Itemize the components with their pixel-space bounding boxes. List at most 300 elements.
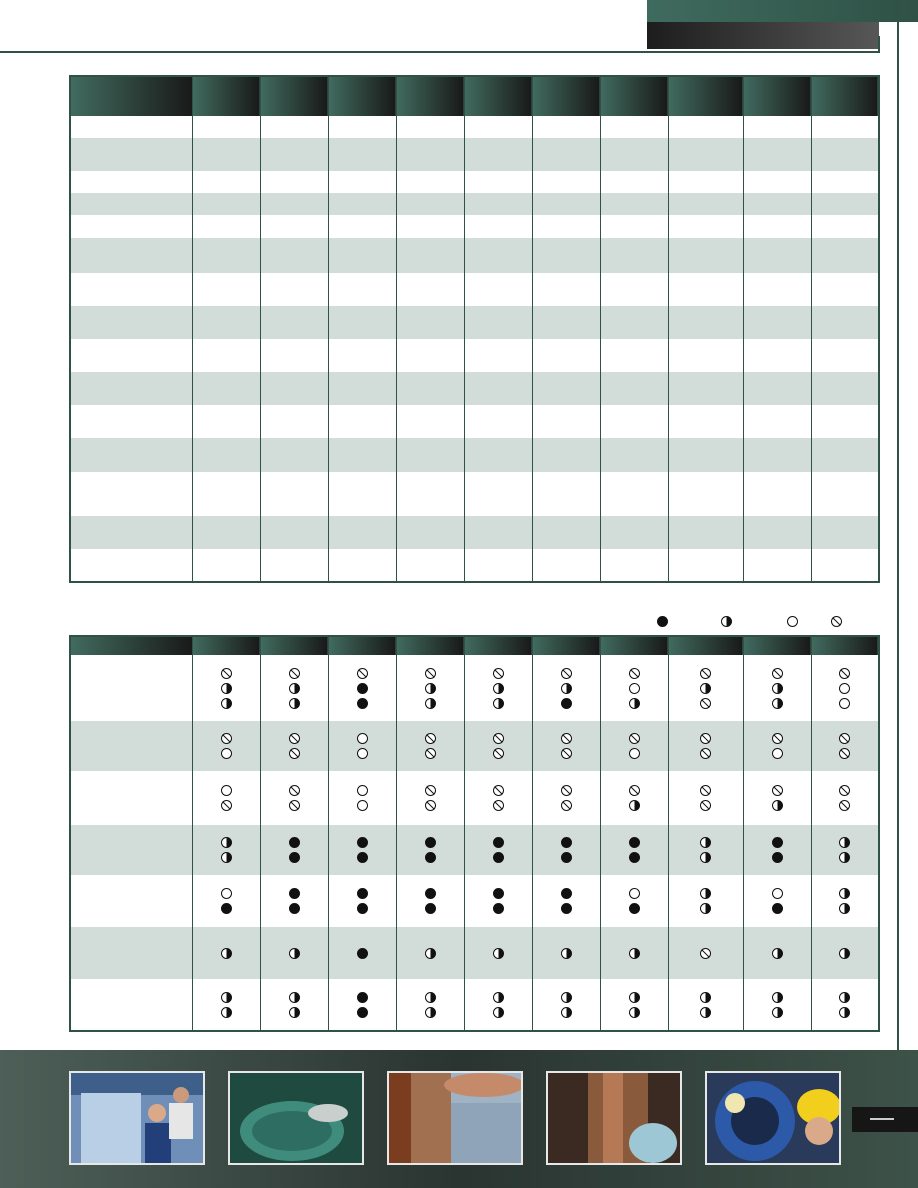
half-circle-icon bbox=[289, 1007, 300, 1018]
rating-cell bbox=[811, 825, 879, 875]
value-cell bbox=[532, 549, 600, 582]
rating-row bbox=[70, 825, 879, 875]
properties-row bbox=[70, 306, 879, 339]
rating-cell bbox=[260, 927, 328, 979]
row-label-cell bbox=[70, 238, 192, 273]
filled-circle-icon bbox=[357, 698, 368, 709]
rating-cell bbox=[600, 771, 668, 825]
half-circle-icon bbox=[700, 992, 711, 1003]
rating-cell bbox=[328, 655, 396, 721]
half-circle-icon bbox=[493, 683, 504, 694]
slashed-circle-icon bbox=[839, 733, 850, 744]
value-cell bbox=[811, 549, 879, 582]
slashed-circle-icon bbox=[700, 948, 711, 959]
photo-pipe-inspection bbox=[546, 1071, 682, 1165]
slashed-circle-icon bbox=[221, 668, 232, 679]
slashed-circle-icon bbox=[561, 800, 572, 811]
rating-cell bbox=[192, 721, 260, 771]
half-circle-icon bbox=[721, 613, 732, 631]
filled-circle-icon bbox=[425, 852, 436, 863]
properties-table bbox=[69, 75, 880, 583]
slashed-circle-icon bbox=[289, 800, 300, 811]
filled-circle-icon bbox=[357, 683, 368, 694]
value-cell bbox=[743, 273, 811, 306]
row-label-cell bbox=[70, 771, 192, 825]
rating-cell bbox=[743, 927, 811, 979]
half-circle-icon bbox=[425, 683, 436, 694]
rating-cell bbox=[743, 655, 811, 721]
value-cell bbox=[260, 405, 328, 438]
value-cell bbox=[260, 438, 328, 471]
value-cell bbox=[260, 193, 328, 215]
filled-circle-icon bbox=[561, 888, 572, 899]
half-circle-icon bbox=[772, 800, 783, 811]
open-circle-icon bbox=[357, 733, 368, 744]
slashed-circle-icon bbox=[289, 785, 300, 796]
value-cell bbox=[668, 438, 743, 471]
rating-cell bbox=[192, 927, 260, 979]
value-cell bbox=[192, 516, 260, 549]
slashed-circle-icon bbox=[831, 613, 842, 631]
filled-circle-icon bbox=[425, 837, 436, 848]
properties-row bbox=[70, 472, 879, 516]
slashed-circle-icon bbox=[425, 748, 436, 759]
slashed-circle-icon bbox=[629, 785, 640, 796]
value-cell bbox=[328, 273, 396, 306]
row-label-cell bbox=[70, 516, 192, 549]
half-circle-icon bbox=[839, 948, 850, 959]
half-circle-icon bbox=[221, 683, 232, 694]
rating-cell bbox=[743, 979, 811, 1031]
half-circle-icon bbox=[629, 992, 640, 1003]
value-cell bbox=[668, 405, 743, 438]
value-cell bbox=[192, 438, 260, 471]
value-cell bbox=[260, 472, 328, 516]
value-cell bbox=[532, 438, 600, 471]
value-cell bbox=[743, 472, 811, 516]
rating-cell bbox=[260, 825, 328, 875]
row-label-cell bbox=[70, 273, 192, 306]
filled-circle-icon bbox=[561, 903, 572, 914]
value-cell bbox=[328, 116, 396, 138]
half-circle-icon bbox=[289, 698, 300, 709]
value-cell bbox=[396, 171, 464, 193]
photo-workers-blue-tank bbox=[69, 1071, 205, 1165]
open-circle-icon bbox=[221, 888, 232, 899]
rating-cell bbox=[192, 825, 260, 875]
half-circle-icon bbox=[425, 992, 436, 1003]
filled-circle-icon bbox=[561, 698, 572, 709]
value-cell bbox=[811, 516, 879, 549]
value-cell bbox=[743, 193, 811, 215]
filled-circle-icon bbox=[772, 837, 783, 848]
value-cell bbox=[192, 405, 260, 438]
row-label-cell bbox=[70, 438, 192, 471]
filled-circle-icon bbox=[493, 852, 504, 863]
value-cell bbox=[396, 193, 464, 215]
value-cell bbox=[396, 138, 464, 171]
value-cell bbox=[396, 306, 464, 339]
filled-circle-icon bbox=[493, 903, 504, 914]
row-label-cell bbox=[70, 655, 192, 721]
rating-cell bbox=[328, 825, 396, 875]
open-circle-icon bbox=[772, 748, 783, 759]
value-cell bbox=[192, 116, 260, 138]
properties-row bbox=[70, 116, 879, 138]
value-cell bbox=[192, 549, 260, 582]
filled-circle-icon bbox=[561, 852, 572, 863]
value-cell bbox=[600, 405, 668, 438]
rating-row bbox=[70, 721, 879, 771]
filled-circle-icon bbox=[425, 888, 436, 899]
half-circle-icon bbox=[425, 698, 436, 709]
filled-circle-icon bbox=[289, 837, 300, 848]
value-cell bbox=[464, 472, 532, 516]
value-cell bbox=[260, 238, 328, 273]
open-circle-icon bbox=[787, 613, 798, 631]
rating-cell bbox=[396, 721, 464, 771]
header-accent-bar bbox=[647, 22, 879, 49]
slashed-circle-icon bbox=[289, 748, 300, 759]
slashed-circle-icon bbox=[839, 668, 850, 679]
rating-cell bbox=[532, 825, 600, 875]
slashed-circle-icon bbox=[839, 800, 850, 811]
slashed-circle-icon bbox=[493, 800, 504, 811]
half-circle-icon bbox=[772, 698, 783, 709]
value-cell bbox=[668, 215, 743, 237]
filled-circle-icon bbox=[629, 903, 640, 914]
slashed-circle-icon bbox=[561, 748, 572, 759]
filled-circle-icon bbox=[357, 888, 368, 899]
rating-cell bbox=[668, 721, 743, 771]
rating-cell bbox=[600, 655, 668, 721]
slashed-circle-icon bbox=[839, 785, 850, 796]
value-cell bbox=[532, 138, 600, 171]
half-circle-icon bbox=[289, 992, 300, 1003]
half-circle-icon bbox=[839, 903, 850, 914]
value-cell bbox=[600, 339, 668, 372]
page-tab-marker bbox=[852, 1107, 918, 1132]
half-circle-icon bbox=[493, 1007, 504, 1018]
half-circle-icon bbox=[221, 698, 232, 709]
value-cell bbox=[192, 372, 260, 405]
half-circle-icon bbox=[839, 888, 850, 899]
value-cell bbox=[600, 215, 668, 237]
open-circle-icon bbox=[839, 698, 850, 709]
rating-cell bbox=[532, 979, 600, 1031]
value-cell bbox=[668, 193, 743, 215]
rating-cell bbox=[532, 721, 600, 771]
value-cell bbox=[328, 438, 396, 471]
rating-cell bbox=[192, 655, 260, 721]
filled-circle-icon bbox=[289, 903, 300, 914]
open-circle-icon bbox=[221, 785, 232, 796]
half-circle-icon bbox=[561, 948, 572, 959]
row-label-cell bbox=[70, 472, 192, 516]
properties-row bbox=[70, 405, 879, 438]
value-cell bbox=[600, 516, 668, 549]
rating-cell bbox=[328, 927, 396, 979]
half-circle-icon bbox=[221, 837, 232, 848]
half-circle-icon bbox=[629, 948, 640, 959]
rating-cell bbox=[396, 927, 464, 979]
slashed-circle-icon bbox=[700, 800, 711, 811]
value-cell bbox=[811, 438, 879, 471]
value-cell bbox=[743, 215, 811, 237]
value-cell bbox=[328, 171, 396, 193]
half-circle-icon bbox=[221, 1007, 232, 1018]
value-cell bbox=[743, 516, 811, 549]
slashed-circle-icon bbox=[425, 733, 436, 744]
half-circle-icon bbox=[289, 683, 300, 694]
rating-cell bbox=[464, 875, 532, 927]
slashed-circle-icon bbox=[700, 668, 711, 679]
value-cell bbox=[668, 306, 743, 339]
value-cell bbox=[600, 116, 668, 138]
value-cell bbox=[811, 306, 879, 339]
value-cell bbox=[668, 339, 743, 372]
filled-circle-icon bbox=[357, 852, 368, 863]
value-cell bbox=[464, 516, 532, 549]
row-label-cell bbox=[70, 138, 192, 171]
value-cell bbox=[668, 171, 743, 193]
rating-cell bbox=[464, 825, 532, 875]
value-cell bbox=[743, 171, 811, 193]
filled-circle-icon bbox=[357, 837, 368, 848]
value-cell bbox=[192, 238, 260, 273]
rating-cell bbox=[743, 771, 811, 825]
value-cell bbox=[532, 273, 600, 306]
row-label-cell bbox=[70, 339, 192, 372]
slashed-circle-icon bbox=[357, 668, 368, 679]
value-cell bbox=[464, 405, 532, 438]
half-circle-icon bbox=[561, 683, 572, 694]
row-label-cell bbox=[70, 116, 192, 138]
rating-cell bbox=[600, 927, 668, 979]
value-cell bbox=[396, 438, 464, 471]
slashed-circle-icon bbox=[425, 785, 436, 796]
rating-cell bbox=[328, 721, 396, 771]
filled-circle-icon bbox=[493, 837, 504, 848]
half-circle-icon bbox=[839, 1007, 850, 1018]
value-cell bbox=[260, 215, 328, 237]
slashed-circle-icon bbox=[772, 733, 783, 744]
half-circle-icon bbox=[425, 1007, 436, 1018]
row-label-cell bbox=[70, 193, 192, 215]
slashed-circle-icon bbox=[221, 800, 232, 811]
filled-circle-icon bbox=[629, 837, 640, 848]
value-cell bbox=[668, 238, 743, 273]
half-circle-icon bbox=[289, 948, 300, 959]
rating-cell bbox=[328, 979, 396, 1031]
half-circle-icon bbox=[561, 992, 572, 1003]
value-cell bbox=[328, 405, 396, 438]
half-circle-icon bbox=[700, 888, 711, 899]
value-cell bbox=[600, 171, 668, 193]
slashed-circle-icon bbox=[289, 733, 300, 744]
value-cell bbox=[532, 193, 600, 215]
value-cell bbox=[260, 306, 328, 339]
rating-row bbox=[70, 771, 879, 825]
slashed-circle-icon bbox=[700, 698, 711, 709]
filled-circle-icon bbox=[772, 852, 783, 863]
slashed-circle-icon bbox=[772, 785, 783, 796]
value-cell bbox=[811, 472, 879, 516]
rating-cell bbox=[532, 771, 600, 825]
value-cell bbox=[260, 273, 328, 306]
rating-cell bbox=[600, 875, 668, 927]
slashed-circle-icon bbox=[493, 748, 504, 759]
half-circle-icon bbox=[425, 948, 436, 959]
slashed-circle-icon bbox=[493, 733, 504, 744]
value-cell bbox=[532, 405, 600, 438]
properties-row bbox=[70, 273, 879, 306]
ratings-table bbox=[69, 635, 880, 1032]
rating-cell bbox=[743, 825, 811, 875]
side-rule bbox=[897, 0, 899, 1188]
filled-circle-icon bbox=[493, 888, 504, 899]
rating-cell bbox=[743, 721, 811, 771]
properties-row bbox=[70, 193, 879, 215]
slashed-circle-icon bbox=[425, 668, 436, 679]
value-cell bbox=[532, 215, 600, 237]
half-circle-icon bbox=[221, 948, 232, 959]
rating-cell bbox=[811, 979, 879, 1031]
rating-cell bbox=[260, 979, 328, 1031]
value-cell bbox=[532, 372, 600, 405]
value-cell bbox=[396, 116, 464, 138]
slashed-circle-icon bbox=[561, 785, 572, 796]
rating-cell bbox=[396, 875, 464, 927]
slashed-circle-icon bbox=[839, 748, 850, 759]
half-circle-icon bbox=[221, 992, 232, 1003]
rating-cell bbox=[192, 771, 260, 825]
value-cell bbox=[600, 238, 668, 273]
rating-cell bbox=[464, 721, 532, 771]
value-cell bbox=[192, 171, 260, 193]
value-cell bbox=[192, 138, 260, 171]
value-cell bbox=[464, 193, 532, 215]
header-rule-end bbox=[878, 36, 880, 53]
half-circle-icon bbox=[493, 698, 504, 709]
rating-cell bbox=[668, 927, 743, 979]
slashed-circle-icon bbox=[772, 668, 783, 679]
row-label-cell bbox=[70, 306, 192, 339]
value-cell bbox=[668, 549, 743, 582]
row-label-cell bbox=[70, 721, 192, 771]
value-cell bbox=[328, 516, 396, 549]
value-cell bbox=[600, 306, 668, 339]
value-cell bbox=[532, 238, 600, 273]
value-cell bbox=[192, 215, 260, 237]
half-circle-icon bbox=[839, 852, 850, 863]
slashed-circle-icon bbox=[700, 733, 711, 744]
rating-cell bbox=[668, 655, 743, 721]
properties-row bbox=[70, 372, 879, 405]
value-cell bbox=[396, 405, 464, 438]
open-circle-icon bbox=[839, 683, 850, 694]
value-cell bbox=[192, 306, 260, 339]
open-circle-icon bbox=[357, 785, 368, 796]
rating-cell bbox=[464, 927, 532, 979]
properties-row bbox=[70, 549, 879, 582]
rating-cell bbox=[600, 721, 668, 771]
value-cell bbox=[328, 138, 396, 171]
value-cell bbox=[668, 273, 743, 306]
value-cell bbox=[668, 472, 743, 516]
slashed-circle-icon bbox=[493, 785, 504, 796]
value-cell bbox=[396, 215, 464, 237]
rating-cell bbox=[396, 979, 464, 1031]
row-label-cell bbox=[70, 825, 192, 875]
half-circle-icon bbox=[700, 683, 711, 694]
half-circle-icon bbox=[772, 683, 783, 694]
slashed-circle-icon bbox=[700, 748, 711, 759]
value-cell bbox=[464, 372, 532, 405]
photo-green-vessel bbox=[228, 1071, 364, 1165]
photo-hardhat-worker bbox=[705, 1071, 841, 1165]
filled-circle-icon bbox=[357, 992, 368, 1003]
half-circle-icon bbox=[561, 1007, 572, 1018]
rating-cell bbox=[532, 655, 600, 721]
value-cell bbox=[192, 273, 260, 306]
rating-row bbox=[70, 927, 879, 979]
rating-cell bbox=[192, 875, 260, 927]
half-circle-icon bbox=[839, 837, 850, 848]
properties-row bbox=[70, 438, 879, 471]
value-cell bbox=[600, 549, 668, 582]
value-cell bbox=[743, 238, 811, 273]
rating-cell bbox=[811, 721, 879, 771]
value-cell bbox=[600, 138, 668, 171]
row-label-cell bbox=[70, 405, 192, 438]
value-cell bbox=[396, 472, 464, 516]
value-cell bbox=[396, 372, 464, 405]
row-label-cell bbox=[70, 549, 192, 582]
value-cell bbox=[260, 171, 328, 193]
half-circle-icon bbox=[493, 948, 504, 959]
value-cell bbox=[743, 339, 811, 372]
rating-cell bbox=[668, 979, 743, 1031]
value-cell bbox=[396, 238, 464, 273]
value-cell bbox=[328, 339, 396, 372]
rating-row bbox=[70, 979, 879, 1031]
half-circle-icon bbox=[629, 698, 640, 709]
photo-corroded-surface bbox=[387, 1071, 523, 1165]
row-label-cell bbox=[70, 171, 192, 193]
value-cell bbox=[743, 372, 811, 405]
rating-cell bbox=[811, 771, 879, 825]
value-cell bbox=[328, 193, 396, 215]
value-cell bbox=[260, 516, 328, 549]
value-cell bbox=[811, 273, 879, 306]
half-circle-icon bbox=[772, 1007, 783, 1018]
value-cell bbox=[464, 138, 532, 171]
value-cell bbox=[192, 339, 260, 372]
rating-cell bbox=[464, 771, 532, 825]
value-cell bbox=[811, 339, 879, 372]
row-label-cell bbox=[70, 215, 192, 237]
value-cell bbox=[328, 372, 396, 405]
value-cell bbox=[328, 472, 396, 516]
value-cell bbox=[743, 116, 811, 138]
rating-cell bbox=[668, 825, 743, 875]
half-circle-icon bbox=[839, 992, 850, 1003]
value-cell bbox=[811, 138, 879, 171]
value-cell bbox=[600, 438, 668, 471]
slashed-circle-icon bbox=[425, 800, 436, 811]
open-circle-icon bbox=[629, 888, 640, 899]
